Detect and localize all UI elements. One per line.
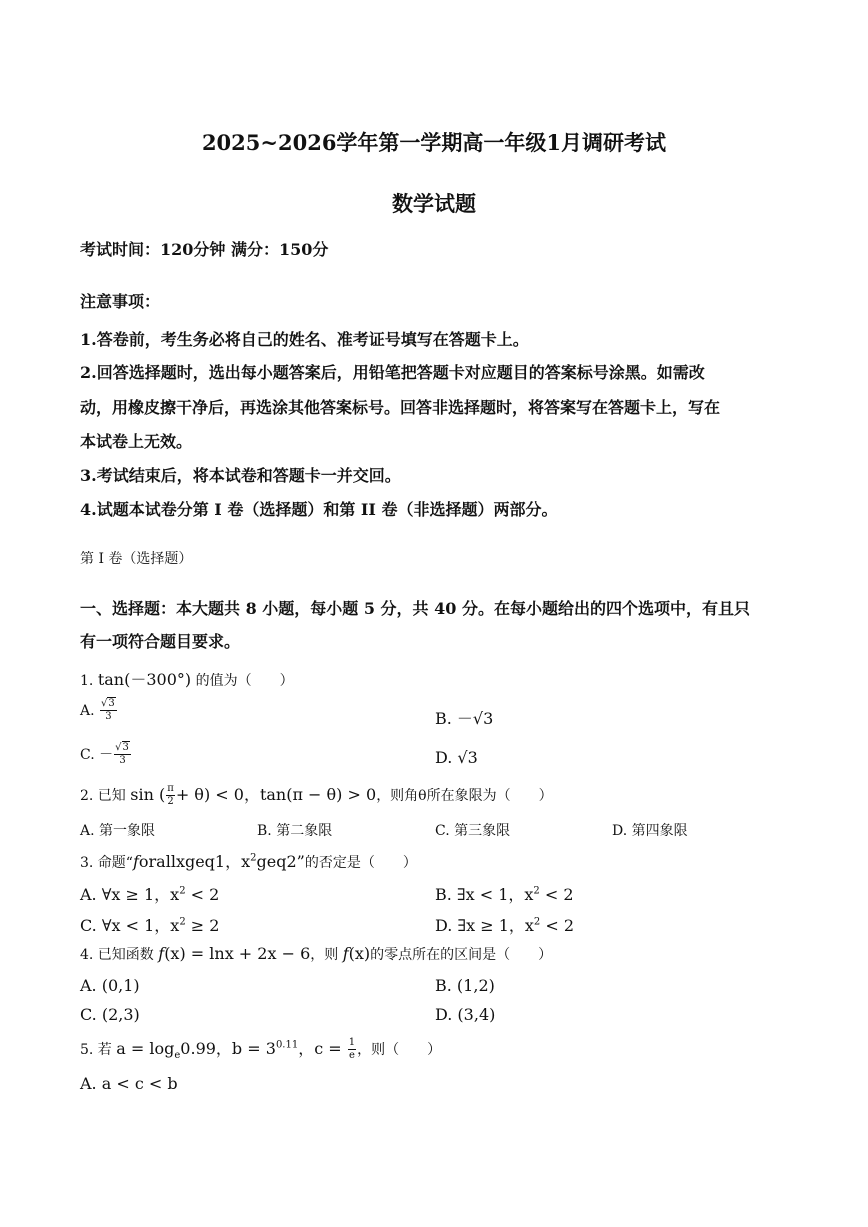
q3-sup: 2: [250, 852, 257, 864]
q4-f2: f: [342, 944, 349, 963]
q3-option-d-tail: < 2: [540, 916, 575, 935]
q3-option-b-tail: < 2: [539, 885, 574, 904]
q3-option-d-sup: 2: [533, 916, 541, 928]
q4-option-a: A. (0,1): [80, 976, 140, 995]
q3-option-a: [80, 882, 219, 905]
q1-option-a-fraction: $\frac{√3}{3}$: [101, 698, 115, 722]
q2-suffix: ，则角θ所在象限为（ ）: [376, 788, 553, 804]
q2-fraction-num: π: [167, 783, 174, 794]
exam-info: 考试时间：120分钟 满分：150分: [80, 240, 329, 259]
exam-title: 2025~2026学年第一学期高一年级1月调研考试: [201, 130, 667, 155]
q5-c-fraction: [348, 1037, 356, 1062]
q3-prefix: 3. 命题“: [80, 855, 133, 871]
q3-option-d-text: D. ∃x ≥ 1，x: [435, 916, 534, 935]
q2-option-b: B. 第二象限: [257, 823, 333, 839]
q1-option-c-radicand: 3: [122, 742, 129, 753]
notes-heading: 注意事项：: [80, 292, 161, 311]
section1-line2: 有一项符合题目要求。: [80, 632, 241, 651]
q1-option-a-denominator: 3: [105, 711, 112, 722]
q3-option-c: [80, 913, 219, 936]
q2-option-a: A. 第一象限: [80, 823, 156, 839]
q3-option-a-text: A. ∀x ≥ 1，x: [80, 885, 180, 904]
q2-expr-part1: sin (: [130, 785, 166, 804]
q4-option-b: B. (1,2): [435, 976, 495, 995]
q3-f: f: [132, 852, 139, 871]
q3-option-c-tail: ≥ 2: [185, 916, 220, 935]
part1-label: 第 I 卷（选择题）: [80, 551, 193, 567]
q1-option-c-label: C. －: [80, 747, 114, 763]
note-1: 1.答卷前，考生务必将自己的姓名、准考证号填写在答题卡上。: [80, 330, 529, 349]
q2-fraction-den: 2: [167, 796, 174, 807]
q1-option-a-label: A.: [80, 703, 100, 719]
question-2: [80, 782, 553, 808]
q4-expr: (x) = lnx + 2x − 6: [164, 944, 311, 963]
q3-option-c-text: C. ∀x < 1，x: [80, 916, 180, 935]
q3-option-a-sup: 2: [179, 885, 186, 897]
note-2-line1: 2.回答选择题时，选出每小题答案后，用铅笔把答题卡对应题目的答案标号涂黑。如需改: [80, 363, 705, 382]
question-5: [80, 1036, 441, 1062]
q4-mid: ，则: [310, 947, 343, 963]
q1-option-c-fraction: $\frac{√3}{3}$: [115, 742, 129, 766]
q3-suffix: 的否定是（ ）: [304, 855, 417, 871]
q5-a-sub: e: [174, 1050, 181, 1062]
q1-option-c-denominator: 3: [119, 755, 126, 766]
q5-option-a: A. a < c < b: [80, 1074, 178, 1093]
q3-option-b-text: B. ∃x < 1，x: [435, 885, 534, 904]
q4-option-c: C. (2,3): [80, 1005, 140, 1024]
q5-a-expr: a = log: [116, 1039, 175, 1058]
q5-suffix: ，则（ ）: [357, 1042, 442, 1058]
note-4: 4.试题本试卷分第 I 卷（选择题）和第 II 卷（非选择题）两部分。: [80, 500, 558, 519]
q5-c-den: e: [348, 1050, 355, 1061]
q4-f: f: [158, 944, 165, 963]
q2-expr-part2: + θ) < 0，tan(π − θ) > 0: [175, 785, 377, 804]
q3-tail: geq2”: [256, 852, 305, 871]
q3-option-c-sup: 2: [179, 916, 186, 928]
q5-a-tail: 0.99，b = 3: [180, 1039, 276, 1058]
q3-option-d: [435, 913, 574, 936]
q5-c-expr: ，c =: [298, 1039, 347, 1058]
exam-subject: 数学试题: [392, 191, 476, 216]
q5-prefix: 5. 若: [80, 1042, 117, 1058]
q4-fx: (x): [348, 944, 371, 963]
note-3: 3.考试结束后，将本试卷和答题卡一并交回。: [80, 466, 401, 485]
q3-body: orallxgeq1，x: [138, 852, 251, 871]
q3-option-b: [435, 882, 574, 905]
q5-c-num: 1: [348, 1037, 356, 1048]
note-2-line3: 本试卷上无效。: [80, 432, 193, 451]
q1-option-b: B. －√3: [435, 709, 494, 728]
note-2-line2: 动，用橡皮擦干净后，再选涂其他答案标号。回答非选择题时，将答案写在答题卡上，写在: [80, 398, 721, 417]
q1-option-c: [80, 742, 132, 767]
q1-suffix: 的值为（ ）: [191, 673, 294, 689]
q1-prefix: 1.: [80, 673, 98, 689]
q2-option-d: D. 第四象限: [612, 823, 688, 839]
section1-line1: 一、选择题：本大题共 8 小题，每小题 5 分，共 40 分。在每小题给出的四个选项中，有且只: [80, 599, 750, 618]
q4-prefix: 4. 已知函数: [80, 947, 159, 963]
q1-option-a-radicand: 3: [108, 698, 115, 709]
q1-option-d: D. √3: [435, 748, 478, 767]
q2-fraction: [166, 783, 175, 808]
q5-b-sup: 0.11: [275, 1039, 299, 1051]
q1-option-a: [80, 698, 118, 723]
q4-suffix: 的零点所在的区间是（ ）: [370, 947, 553, 963]
q2-prefix: 2. 已知: [80, 788, 131, 804]
question-3: [80, 849, 417, 872]
question-4: [80, 944, 552, 964]
q2-option-c: C. 第三象限: [435, 823, 511, 839]
question-1: [80, 667, 294, 690]
q3-option-a-tail: < 2: [185, 885, 220, 904]
q4-option-d: D. (3,4): [435, 1005, 496, 1024]
q3-option-b-sup: 2: [533, 885, 540, 897]
q1-expr: tan(－300°): [97, 670, 192, 689]
